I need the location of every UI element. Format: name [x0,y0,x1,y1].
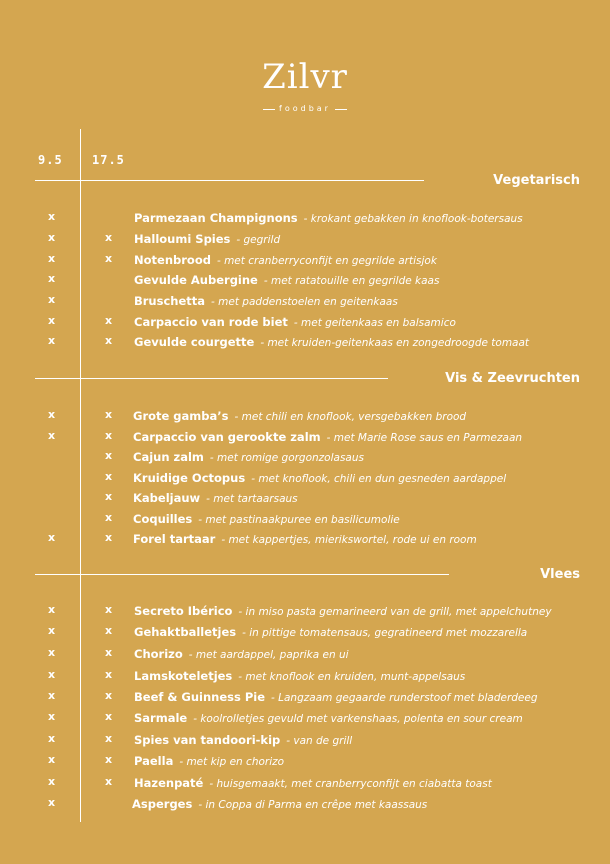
menu-item-row [0,688,610,704]
menu-item-description: - met romige gorgonzolasaus [209,452,364,464]
availability-mark: x [48,272,56,285]
menu-item-name: Sarmale [134,711,188,725]
availability-mark: x [105,603,113,616]
menu-item [133,489,298,507]
menu-item [134,752,284,770]
availability-mark: x [105,732,113,745]
menu-item-name: Gevulde Aubergine [134,273,258,287]
menu-item-description: - met tartaarsaus [206,493,298,505]
availability-mark: x [48,603,56,616]
menu-item-name: Chorizo [134,647,183,661]
menu-item-description: - met pastinaakpuree en basilicumolie [198,514,400,526]
menu-item-name: Notenbrood [134,253,211,267]
menu-item-description: - met kip en chorizo [179,756,285,768]
availability-mark: x [48,753,56,766]
menu-item [133,428,522,446]
menu-item-description: - met aardappel, paprika en ui [188,649,349,661]
availability-mark: x [48,689,56,702]
menu-item-description: - koolrolletjes gevuld met varkenshaas, polenta en sour cream [193,713,523,725]
availability-mark: x [105,334,113,347]
menu-item-row [0,774,610,790]
availability-mark: x [105,753,113,766]
menu-item [133,448,364,466]
availability-mark: x [48,252,56,265]
menu-item-description: - krokant gebakken in knoflook-botersaus [303,213,523,225]
menu-item-name: Halloumi Spies [134,232,231,246]
menu-item-description: - gegrild [236,234,281,246]
availability-mark: x [105,646,113,659]
menu-item-row [0,623,610,639]
menu-item-name: Kabeljauw [133,491,201,505]
menu-item [134,623,527,641]
menu-item-row [0,709,610,725]
menu-item-description: - van de grill [286,735,353,747]
menu-item-description: - Langzaam gegaarde runderstoof met bladerdeeg [271,692,538,704]
section-title-vegetarisch: Vegetarisch [493,173,580,188]
menu-item-name: Secreto Ibérico [134,604,233,618]
menu-item [134,271,439,289]
availability-mark: x [105,490,113,503]
availability-mark: x [105,689,113,702]
column-header-date-2: 17.5 [92,153,125,167]
menu-item-row [0,530,610,546]
menu-item [134,313,456,331]
menu-item-row [0,313,610,329]
availability-mark: x [48,334,56,347]
menu-item [134,602,552,620]
availability-mark: x [105,449,113,462]
menu-item [134,731,352,749]
menu-item [134,230,280,248]
menu-item-row [0,271,610,287]
availability-mark: x [48,668,56,681]
section-divider [35,574,449,575]
menu-item-row [0,448,610,464]
menu-item-row [0,731,610,747]
availability-mark: x [105,511,113,524]
menu-item-description: - met cranberryconfijt en gegrilde artisjok [216,255,437,267]
menu-item-name: Forel tartaar [133,532,216,546]
availability-mark: x [105,775,113,788]
menu-item-name: Lamskoteletjes [134,669,233,683]
menu-item-description: - met knoflook, chili en dun gesneden aardappel [251,473,507,485]
availability-mark: x [48,314,56,327]
menu-item-name: Gehaktballetjes [134,625,237,639]
menu-item [133,530,477,548]
menu-item [134,251,437,269]
section-title-vis-zeevruchten: Vis & Zeevruchten [445,371,580,386]
menu-item-name: Carpaccio van rode biet [134,315,288,329]
menu-item [134,667,465,685]
availability-mark: x [105,710,113,723]
logo [0,58,610,115]
availability-mark: x [105,231,113,244]
menu-item [134,645,349,663]
menu-item-description: - huisgemaakt, met cranberryconfijt en ciabatta toast [209,778,492,790]
menu-item [134,333,529,351]
menu-item-row [0,795,610,811]
availability-mark: x [48,231,56,244]
availability-mark: x [105,531,113,544]
menu-item-name: Gevulde courgette [134,335,255,349]
menu-item-name: Kruidige Octopus [133,471,246,485]
menu-item-name: Beef & Guinness Pie [134,690,266,704]
menu-item-description: - met kruiden-geitenkaas en zongedroogde tomaat [260,337,530,349]
menu-item-description: - met kappertjes, mierikswortel, rode ui en room [221,534,477,546]
availability-mark: x [48,646,56,659]
menu-item-name: Parmezaan Champignons [134,211,298,225]
menu-item-name: Paella [134,754,174,768]
menu-item-row [0,645,610,661]
availability-mark: x [48,624,56,637]
menu-item-row [0,489,610,505]
menu-item-name: Carpaccio van gerookte zalm [133,430,321,444]
menu-item-row [0,230,610,246]
menu-item-name: Hazenpaté [134,776,204,790]
menu-item [133,510,400,528]
menu-item-description: - met geitenkaas en balsamico [293,317,456,329]
menu-item-name: Bruschetta [134,294,206,308]
menu-item-description: - met chili en knoflook, versgebakken brood [234,411,467,423]
logo-name: Zilvr [262,57,348,97]
menu-item-name: Asperges [132,797,193,811]
availability-mark: x [105,429,113,442]
menu-item-description: - met ratatouille en gegrilde kaas [263,275,440,287]
availability-mark: x [105,252,113,265]
menu-item-description: - met knoflook en kruiden, munt-appelsaus [238,671,466,683]
menu-item-name: Spies van tandoori-kip [134,733,281,747]
menu-item-row [0,602,610,618]
menu-item [134,709,523,727]
menu-item [134,292,398,310]
menu-item-name: Cajun zalm [133,450,204,464]
availability-mark: x [105,408,113,421]
menu-item [133,469,506,487]
menu-item-description: - met Marie Rose saus en Parmezaan [326,432,523,444]
availability-mark: x [48,429,56,442]
availability-mark: x [105,624,113,637]
menu-item-row [0,510,610,526]
section-title-vlees: Vlees [540,567,580,582]
menu-item-name: Grote gamba’s [133,409,229,423]
menu-item [133,407,466,425]
menu-item-row [0,292,610,308]
availability-mark: x [105,314,113,327]
column-header-date-1: 9.5 [38,153,63,167]
section-divider [35,378,388,379]
menu-item-description: - in pittige tomatensaus, gegratineerd met mozzarella [242,627,528,639]
menu-item-row [0,469,610,485]
menu-item-description: - met paddenstoelen en geitenkaas [211,296,398,308]
logo-subtitle: foodbar [263,104,347,114]
availability-mark: x [48,531,56,544]
availability-mark: x [48,732,56,745]
availability-mark: x [48,796,56,809]
menu-item-row [0,251,610,267]
menu-item [134,209,523,227]
availability-mark: x [105,470,113,483]
section-divider [35,180,424,181]
menu-item-description: - in miso pasta gemarineerd van de grill, met appelchutney [238,606,552,618]
availability-mark: x [48,210,56,223]
menu-item-row [0,209,610,225]
menu-item-description: - in Coppa di Parma en crêpe met kaassaus [198,799,428,811]
menu-item-row [0,667,610,683]
menu-item [132,795,427,813]
availability-mark: x [48,775,56,788]
menu-item-row [0,428,610,444]
menu-item-row [0,752,610,768]
availability-mark: x [48,710,56,723]
menu-item [134,774,492,792]
menu-item-name: Coquilles [133,512,193,526]
menu-item-row [0,407,610,423]
availability-mark: x [48,293,56,306]
availability-mark: x [105,668,113,681]
availability-mark: x [48,408,56,421]
menu-item [134,688,538,706]
menu-item-row [0,333,610,349]
